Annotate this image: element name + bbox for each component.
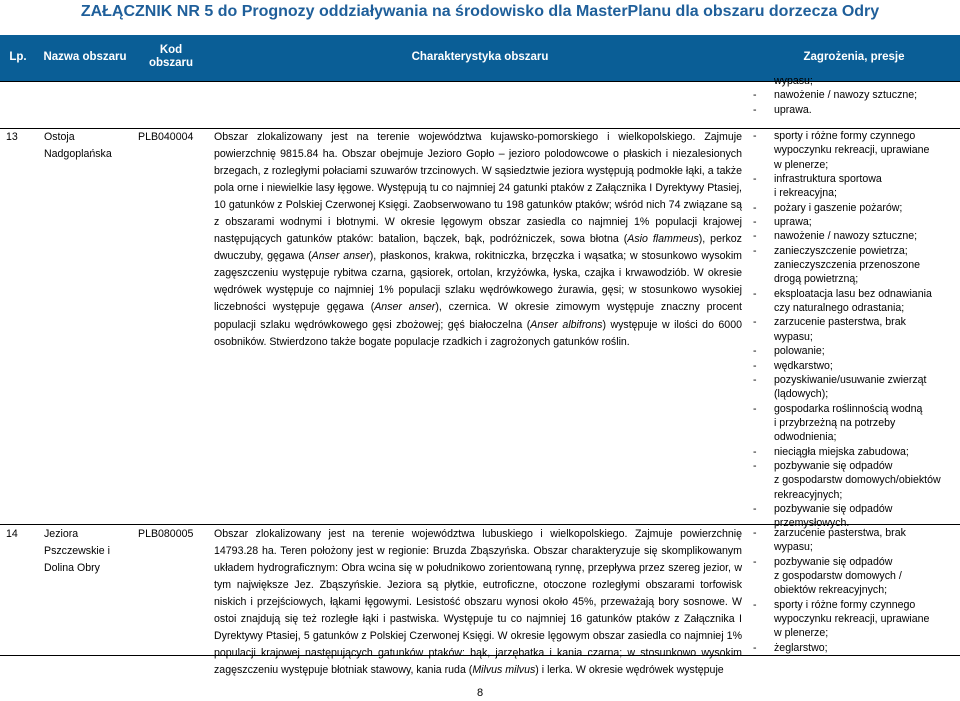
bullet-dash: -: [753, 130, 757, 142]
row13-lp: 13: [6, 131, 18, 143]
threat-text: i przybrzeżną na potrzeby: [774, 416, 896, 429]
row13-threat-line: [753, 244, 958, 258]
row14-description: Obszar zlokalizowany jest na terenie województwa lubuskiego i wielkopolskiego. Zajmuje powierzchnię 14793.28 ha. Teren położony jest w regionie: Bruzda Zbąszyńska. Obszar charakteryzuje się skomplikowanym układem hydrograficznym: Obra wcina się w południkowo zorientowaną rynnę, przepływa przez szereg jezior, w tym największe Jez. Zbąszyńskie. Jeziora są płytkie, eutroficzne, otoczone rozległymi obszarami torfowisk niskich i przejściowych, łąkami łęgowymi. Lesistość obszaru wynosi około 45%, przeważają bory sosnowe. W ostoi znajdują się też rozległe łąki i pastwiska. Występuje tu co najmniej 16 gatunków ptaków z Załącznika I Dyrektywy Ptasiej, 5 gatunków z Polskiej Czerwonej Księgi. W okresie lęgowym obszar zasiedla co najmniej 1% populacji krajowej następujących gatunków ptaków: bąk, jarzębatka i kania czarna; w stosunkowo wysokim zagęszczeniu występuje błotniak stawowy, kania ruda (Milvus milvus) i lerka. W okresie wędrówek występuje: [214, 528, 742, 677]
row13-code: PLB040004: [138, 131, 194, 143]
threat-text: wypoczynku rekreacji, uprawiane: [774, 613, 930, 626]
header-characteristics: Charakterystyka obszaru: [411, 51, 549, 63]
row14-threat-line: [753, 598, 958, 612]
row13-name: [44, 129, 134, 163]
bullet-dash: -: [753, 89, 757, 102]
row14-name: [44, 526, 134, 577]
bullet-dash: -: [753, 555, 757, 568]
row14-threat-line: [753, 612, 958, 626]
threat-text: wypasu;: [774, 541, 813, 554]
threat-text: sporty i różne formy czynnego: [774, 598, 916, 611]
bullet-dash: -: [753, 502, 757, 515]
bullet-dash: -: [753, 359, 757, 372]
threat-text: wypoczynku rekreacji, uprawiane: [774, 144, 930, 157]
bullet-dash: -: [753, 287, 757, 300]
row13-threat-line: [753, 229, 958, 243]
row13-threat-line: [753, 445, 958, 459]
threat-text: z gospodarstw domowych/obiektów: [774, 474, 941, 487]
carryover-threat-line: [753, 88, 958, 102]
bullet-dash: -: [753, 598, 757, 611]
row13-threat-line: [753, 344, 958, 358]
threat-text: czy naturalnego odrastania;: [774, 302, 905, 315]
row14-threat-line: [753, 540, 958, 554]
threat-text: obiektów rekreacyjnych;: [774, 584, 888, 597]
threat-text: żeglarstwo;: [774, 641, 828, 654]
threat-text: w plenerze;: [774, 627, 829, 640]
row13-threat-line: [753, 359, 958, 373]
row13-threat-line: [753, 330, 958, 344]
bullet-dash: -: [753, 402, 757, 415]
threat-text: zanieczyszczenia przenoszone: [774, 259, 921, 272]
row14-threat-line: [753, 555, 958, 569]
document-title: ZAŁĄCZNIK NR 5 do Prognozy oddziaływania na środowisko dla MasterPlanu dla obszaru dorzecza Odry: [80, 3, 880, 20]
header-threats: Zagrożenia, presje: [803, 51, 905, 63]
carryover-threat-line: [753, 103, 958, 117]
area-name-line: Nadgoplańska: [44, 148, 112, 161]
row13-threat-line: [753, 201, 958, 215]
row13-threat-line: [753, 373, 958, 387]
carryover-threat-line: [753, 74, 958, 88]
threat-text: uprawa;: [774, 216, 812, 229]
bullet-dash: -: [753, 459, 757, 472]
row13-threat-line: [753, 143, 958, 157]
row13-threat-line: [753, 301, 958, 315]
row13-threat-line: [753, 272, 958, 286]
row13-threats: [753, 129, 958, 531]
bullet-dash: -: [753, 641, 757, 654]
bullet-dash: -: [753, 173, 757, 186]
row14-threats: [753, 526, 958, 655]
threat-text: pożary i gaszenie pożarów;: [774, 201, 903, 214]
threat-text: pozyskiwanie/usuwanie zwierząt: [774, 373, 927, 386]
row13-threat-line: [753, 473, 958, 487]
row13-description: Obszar zlokalizowany jest na terenie województwa kujawsko-pomorskiego i wielkopolskiego. Zajmuje powierzchnię 9815.84 ha. Obszar obejmuje Jezioro Gopło – jezioro polodowcowe o płaskich i niezalesionych brzegach, z rozległymi połaciami szuwarów trzcinowych. W sąsiedztwie jeziora występują podmokłe łąki, a także pola orne i niewielkie lasy łęgowe. Występują tu co najmniej 24 gatunki ptaków z Załącznika I Dyrektywy Ptasiej, 10 gatunków z Polskiej Czerwonej Księgi. Zaobserwowano tu 198 gatunków ptaków; wśród nich 74 związane są z obszarami wodnymi i błotnymi. W okresie lęgowym obszar zasiedla co najmniej 1% populacji krajowej następujących gatunków ptaków: batalion, bączek, bąk, podróżniczek, sowa błotna (Asio flammeus), perkoz dwuczuby, gęgawa (Anser anser), płaskonos, krakwa, rokitniczka, brzęczka i wąsatka; w stosunkowo wysokim zagęszczeniu występuje rybitwa czarna, gąsiorek, ortolan, krzyżówka, łyska, czajka i krwawodziób. W okresie wędrówek występuje co najmniej 1% populacji szlaku wędrówkowego żurawia, gęsi; w stosunkowo wysokiej liczebności występuje gęgawa (Anser anser), czernica. W okresie zimowym występuje znaczny procent populacji szlaku wędrówkowego gęsi zbożowej; gęś białoczelna (Anser albifrons) występuje w ilości do 6000 osobników. Stwierdzono także bogate populacje rzadkich i zagrożonych gatunków roślin.: [214, 131, 743, 348]
threat-text: zanieczyszczenie powietrza;: [774, 244, 908, 257]
bullet-dash: -: [753, 216, 757, 229]
row13-threat-line: [753, 158, 958, 172]
threat-text: nieciągła miejska zabudowa;: [774, 445, 909, 458]
row13-threat-line: [753, 459, 958, 473]
threat-text: wędkarstwo;: [774, 359, 833, 372]
threat-text: drogą powietrzną;: [774, 273, 859, 286]
row13-threat-line: [753, 129, 958, 143]
area-name-line: Pszczewskie i: [44, 545, 110, 558]
bullet-dash: -: [753, 103, 757, 116]
header-code-line1: Kod: [159, 44, 183, 56]
threat-text: przemysłowych.: [774, 517, 850, 530]
threat-text: uprawa.: [774, 103, 812, 116]
row14-threat-line: [753, 641, 958, 655]
threat-text: wypasu;: [774, 75, 813, 87]
threat-text: zarzucenie pasterstwa, brak: [774, 527, 906, 539]
row13-threat-line: [753, 258, 958, 272]
threat-text: eksploatacja lasu bez odnawiania: [774, 287, 932, 300]
row13-threat-line: [753, 215, 958, 229]
row14-threat-line: [753, 569, 958, 583]
threats-carryover: [753, 74, 958, 117]
header-code: [136, 44, 206, 70]
row14-code: PLB080005: [138, 528, 194, 540]
row13-threat-line: [753, 502, 958, 516]
bullet-dash: -: [753, 316, 757, 329]
area-name-line: Ostoja: [44, 131, 75, 143]
threat-text: (lądowych);: [774, 388, 829, 401]
threat-text: pozbywanie się odpadów: [774, 555, 893, 568]
threat-text: pozbywanie się odpadów: [774, 459, 893, 472]
row14-threat-line: [753, 626, 958, 640]
header-name: Nazwa obszaru: [43, 51, 127, 63]
bullet-dash: -: [753, 445, 757, 458]
page-number: 8: [476, 687, 484, 699]
threat-text: zarzucenie pasterstwa, brak: [774, 316, 906, 329]
threat-text: i rekreacyjna;: [774, 187, 837, 200]
row13-threat-line: [753, 416, 958, 430]
threat-text: sporty i różne formy czynnego: [774, 130, 916, 142]
row14-threat-line: [753, 526, 958, 540]
threat-text: gospodarka roślinnością wodną: [774, 402, 923, 415]
row13-threat-line: [753, 402, 958, 416]
area-name-line: Dolina Obry: [44, 562, 100, 575]
threat-text: rekreacyjnych;: [774, 488, 843, 501]
row13-threat-line: [753, 315, 958, 329]
row13-threat-line: [753, 172, 958, 186]
threat-text: odwodnienia;: [774, 431, 837, 444]
row13-threat-line: [753, 186, 958, 200]
row13-threat-line: [753, 488, 958, 502]
threat-text: infrastruktura sportowa: [774, 173, 882, 186]
threat-text: nawożenie / nawozy sztuczne;: [774, 230, 918, 243]
row13-threat-line: [753, 430, 958, 444]
row13-threat-line: [753, 387, 958, 401]
row14-lp: 14: [6, 528, 18, 540]
bullet-dash: -: [753, 527, 757, 539]
bullet-dash: -: [753, 373, 757, 386]
threat-text: wypasu;: [774, 330, 813, 343]
threat-text: nawożenie / nawozy sztuczne;: [774, 89, 918, 102]
header-lp: Lp.: [9, 51, 27, 63]
bullet-dash: -: [753, 201, 757, 214]
threat-text: polowanie;: [774, 345, 825, 358]
row14-threat-line: [753, 583, 958, 597]
header-code-line2: obszaru: [148, 57, 194, 69]
bullet-dash: -: [753, 244, 757, 257]
bullet-dash: -: [753, 345, 757, 358]
threat-text: pozbywanie się odpadów: [774, 502, 893, 515]
threat-text: w plenerze;: [774, 158, 829, 171]
bullet-dash: -: [753, 230, 757, 243]
threat-text: z gospodarstw domowych /: [774, 570, 902, 583]
area-name-line: Jeziora: [44, 528, 79, 540]
row13-threat-line: [753, 287, 958, 301]
